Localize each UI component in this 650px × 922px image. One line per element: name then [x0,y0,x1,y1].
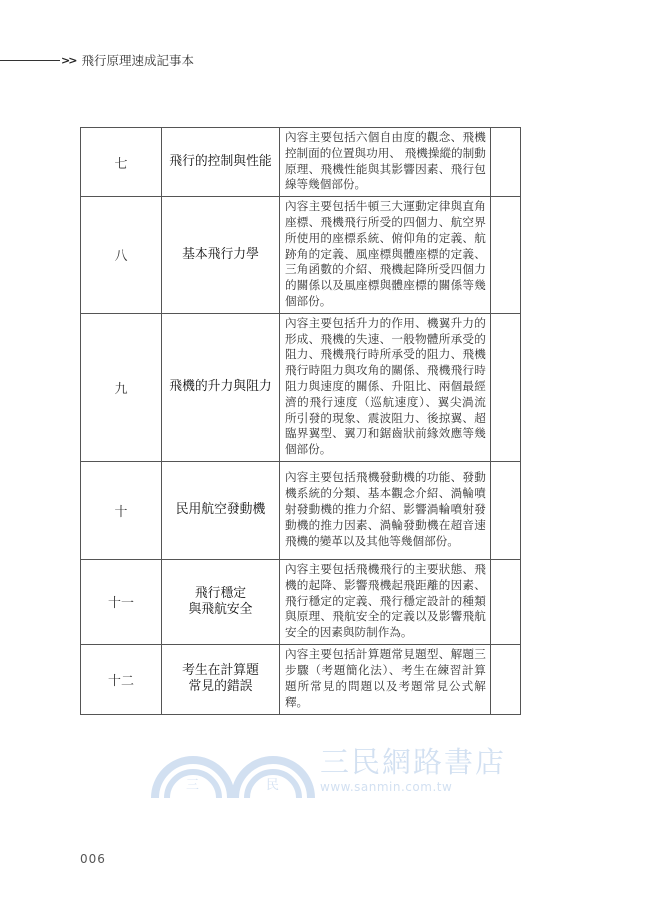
blank-cell [490,197,520,314]
chapter-number: 八 [81,197,162,314]
header-rule [0,60,60,61]
chapter-number: 十二 [81,644,162,714]
table-row [81,197,521,314]
blank-cell [490,644,520,714]
chapter-title-line: 常見的錯誤 [188,679,253,695]
watermark-url: www.sanmin.com.tw [320,780,453,794]
table-row [81,461,521,559]
running-header [0,50,194,70]
chapter-description: 內容主要包括飛機飛行的主要狀態、飛機的起降、影響飛機起飛距離的因素、飛行穩定的定義、飛行穩定設計的種類與原理、飛航安全的定義以及影響飛航安全的因素與防制作為。 [279,559,490,644]
table-row [81,644,521,714]
chapter-title-line: 考生在計算題 [182,663,259,679]
chapter-description: 內容主要包括升力的作用、機翼升力的形成、飛機的失速、一般物體所承受的阻力、飛機飛行時所承受的阻力、飛機飛行時阻力與攻角的關係、飛機飛行時阻力與速度的關係、升阻比、兩個最經濟的飛行速度（巡航速度）、翼尖渦流所引發的現象、震波阻力、後掠翼、超臨界翼型、翼刀和鋸齒狀前緣效應等幾個部份。 [279,313,490,461]
chapter-title-line: 基本飛行力學 [182,246,259,262]
chapter-title [162,197,280,314]
double-chevron-icon: >> [61,53,76,67]
arc-right-char: 民 [266,778,280,793]
rainbow-arcs-icon [150,738,315,798]
table-row [81,559,521,644]
chapter-title-line: 飛機的升力與阻力 [169,379,272,395]
book-title: 飛行原理速成記事本 [81,53,194,68]
chapter-number: 十一 [81,559,162,644]
table-row [81,128,521,197]
chapter-description: 內容主要包括牛頓三大運動定律與直角座標、飛機飛行所受的四個力、航空界所使用的座標系統、俯仰角的定義、航跡角的定義、風座標與體座標的定義、三角函數的介紹、飛機起降所受四個力的關係以及風座標與體座標的關係等幾個部份。 [279,197,490,314]
chapter-title [162,644,280,714]
chapter-title [162,559,280,644]
page-number: 006 [80,852,106,866]
chapter-number: 七 [81,128,162,197]
chapter-title [162,128,280,197]
watermark-logo [150,738,510,798]
chapter-title-line: 飛行的控制與性能 [169,154,272,170]
blank-cell [490,461,520,559]
blank-cell [490,128,520,197]
table-row [81,313,521,461]
watermark-brand: 三民網路書店 [320,745,507,779]
chapter-number: 九 [81,313,162,461]
chapter-description: 內容主要包括計算題常見題型、解題三步驟（考題簡化法）、考生在練習計算題所常見的問題以及考題常見公式解釋。 [279,644,490,714]
blank-cell [490,313,520,461]
arc-left-char: 三 [186,778,200,793]
chapter-title-line: 民用航空發動機 [175,502,266,518]
chapter-number: 十 [81,461,162,559]
chapter-description: 內容主要包括六個自由度的觀念、飛機控制面的位置與功用、 飛機操縱的制動原理、飛機性能與其影響因素、飛行包線等幾個部份。 [279,128,490,197]
chapter-title-line: 飛行穩定 [194,585,247,601]
chapter-table [80,127,521,715]
chapter-description: 內容主要包括飛機發動機的功能、發動機系統的分類、基本觀念介紹、渦輪噴射發動機的推力介紹、影響渦輪噴射發動機的推力因素、渦輪發動機在超音速飛機的變革以及其他等幾個部份。 [279,461,490,559]
chapter-title [162,461,280,559]
blank-cell [490,559,520,644]
chapter-title [162,313,280,461]
chapter-title-line: 與飛航安全 [188,601,253,617]
